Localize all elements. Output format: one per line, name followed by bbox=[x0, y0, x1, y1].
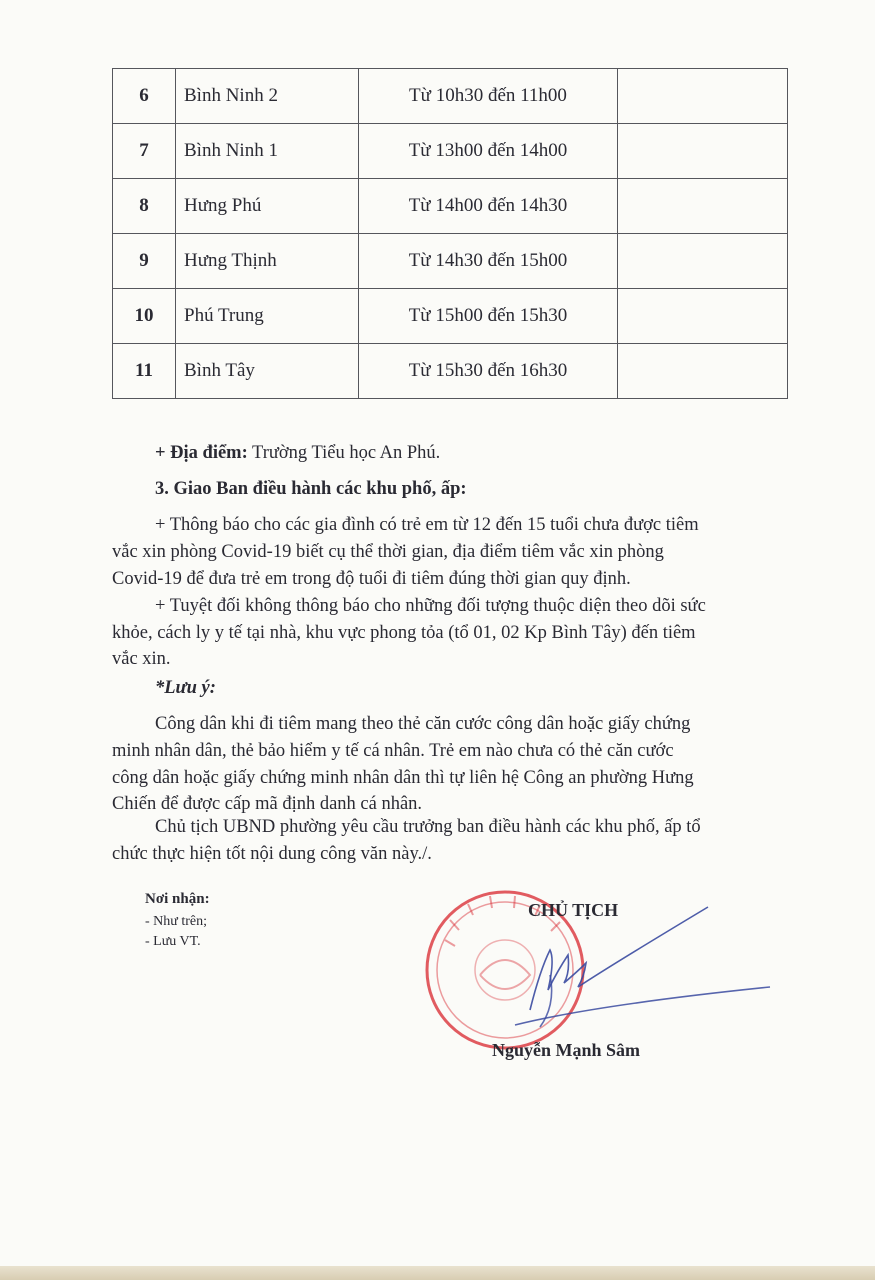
row-number: 9 bbox=[113, 234, 176, 289]
row-time: Từ 15h00 đến 15h30 bbox=[359, 289, 618, 344]
recipient-item: - Lưu VT. bbox=[145, 934, 201, 949]
schedule-row bbox=[113, 124, 788, 179]
row-time: Từ 10h30 đến 11h00 bbox=[359, 69, 618, 124]
row-area-name: Bình Ninh 2 bbox=[176, 69, 359, 124]
section3-heading: 3. Giao Ban điều hành các khu phố, ấp: bbox=[155, 479, 467, 499]
row-number: 7 bbox=[113, 124, 176, 179]
location-value: Trường Tiểu học An Phú. bbox=[247, 443, 441, 463]
row-number: 10 bbox=[113, 289, 176, 344]
row-time: Từ 15h30 đến 16h30 bbox=[359, 344, 618, 399]
row-area-name: Hưng Thịnh bbox=[176, 234, 359, 289]
row-note bbox=[618, 234, 788, 289]
row-note bbox=[618, 69, 788, 124]
row-time: Từ 14h00 đến 14h30 bbox=[359, 179, 618, 234]
row-area-name: Hưng Phú bbox=[176, 179, 359, 234]
row-note bbox=[618, 179, 788, 234]
section3-p2-line: khỏe, cách ly y tế tại nhà, khu vực phong tỏa (tổ 01, 02 Kp Bình Tây) đến tiêm bbox=[112, 623, 696, 643]
schedule-table bbox=[112, 68, 788, 399]
section3-p2-line: vắc xin. bbox=[112, 649, 171, 669]
schedule-row bbox=[113, 69, 788, 124]
closing-line: Chủ tịch UBND phường yêu cầu trưởng ban điều hành các khu phố, ấp tổ bbox=[155, 817, 701, 837]
schedule-row bbox=[113, 234, 788, 289]
note-line: Chiến để được cấp mã định danh cá nhân. bbox=[112, 794, 423, 814]
recipient-item: - Như trên; bbox=[145, 914, 208, 929]
row-note bbox=[618, 124, 788, 179]
section3-p1-line: vắc xin phòng Covid-19 biết cụ thể thời gian, địa điểm tiêm vắc xin phòng bbox=[112, 542, 664, 562]
schedule-row bbox=[113, 179, 788, 234]
row-area-name: Phú Trung bbox=[176, 289, 359, 344]
section3-p1-line: Covid-19 để đưa trẻ em trong độ tuổi đi tiêm đúng thời gian quy định. bbox=[112, 569, 631, 589]
row-time: Từ 14h30 đến 15h00 bbox=[359, 234, 618, 289]
signature-title: CHỦ TỊCH bbox=[528, 900, 619, 920]
schedule-row bbox=[113, 289, 788, 344]
row-area-name: Bình Tây bbox=[176, 344, 359, 399]
closing-line: chức thực hiện tốt nội dung công văn này./. bbox=[112, 844, 432, 864]
section3-p1-line: + Thông báo cho các gia đình có trẻ em từ 12 đến 15 tuổi chưa được tiêm bbox=[155, 515, 699, 535]
row-note bbox=[618, 344, 788, 399]
note-line: công dân hoặc giấy chứng minh nhân dân thì tự liên hệ Công an phường Hưng bbox=[112, 768, 694, 788]
section3-p2-line: + Tuyệt đối không thông báo cho những đối tượng thuộc diện theo dõi sức bbox=[155, 596, 706, 616]
row-number: 6 bbox=[113, 69, 176, 124]
page-bottom-edge bbox=[0, 1266, 875, 1280]
row-time: Từ 13h00 đến 14h00 bbox=[359, 124, 618, 179]
recipients-heading: Nơi nhận: bbox=[145, 891, 210, 907]
row-area-name: Bình Ninh 1 bbox=[176, 124, 359, 179]
location-label: + Địa điểm: bbox=[155, 443, 248, 463]
row-number: 8 bbox=[113, 179, 176, 234]
note-line: Công dân khi đi tiêm mang theo thẻ căn cước công dân hoặc giấy chứng bbox=[155, 714, 691, 734]
schedule-row bbox=[113, 344, 788, 399]
note-heading: *Lưu ý: bbox=[155, 678, 216, 698]
signer-name: Nguyễn Mạnh Sâm bbox=[492, 1040, 641, 1060]
row-note bbox=[618, 289, 788, 344]
location-line bbox=[155, 441, 440, 465]
note-line: minh nhân dân, thẻ bảo hiểm y tế cá nhân. Trẻ em nào chưa có thẻ căn cước bbox=[112, 741, 674, 761]
row-number: 11 bbox=[113, 344, 176, 399]
